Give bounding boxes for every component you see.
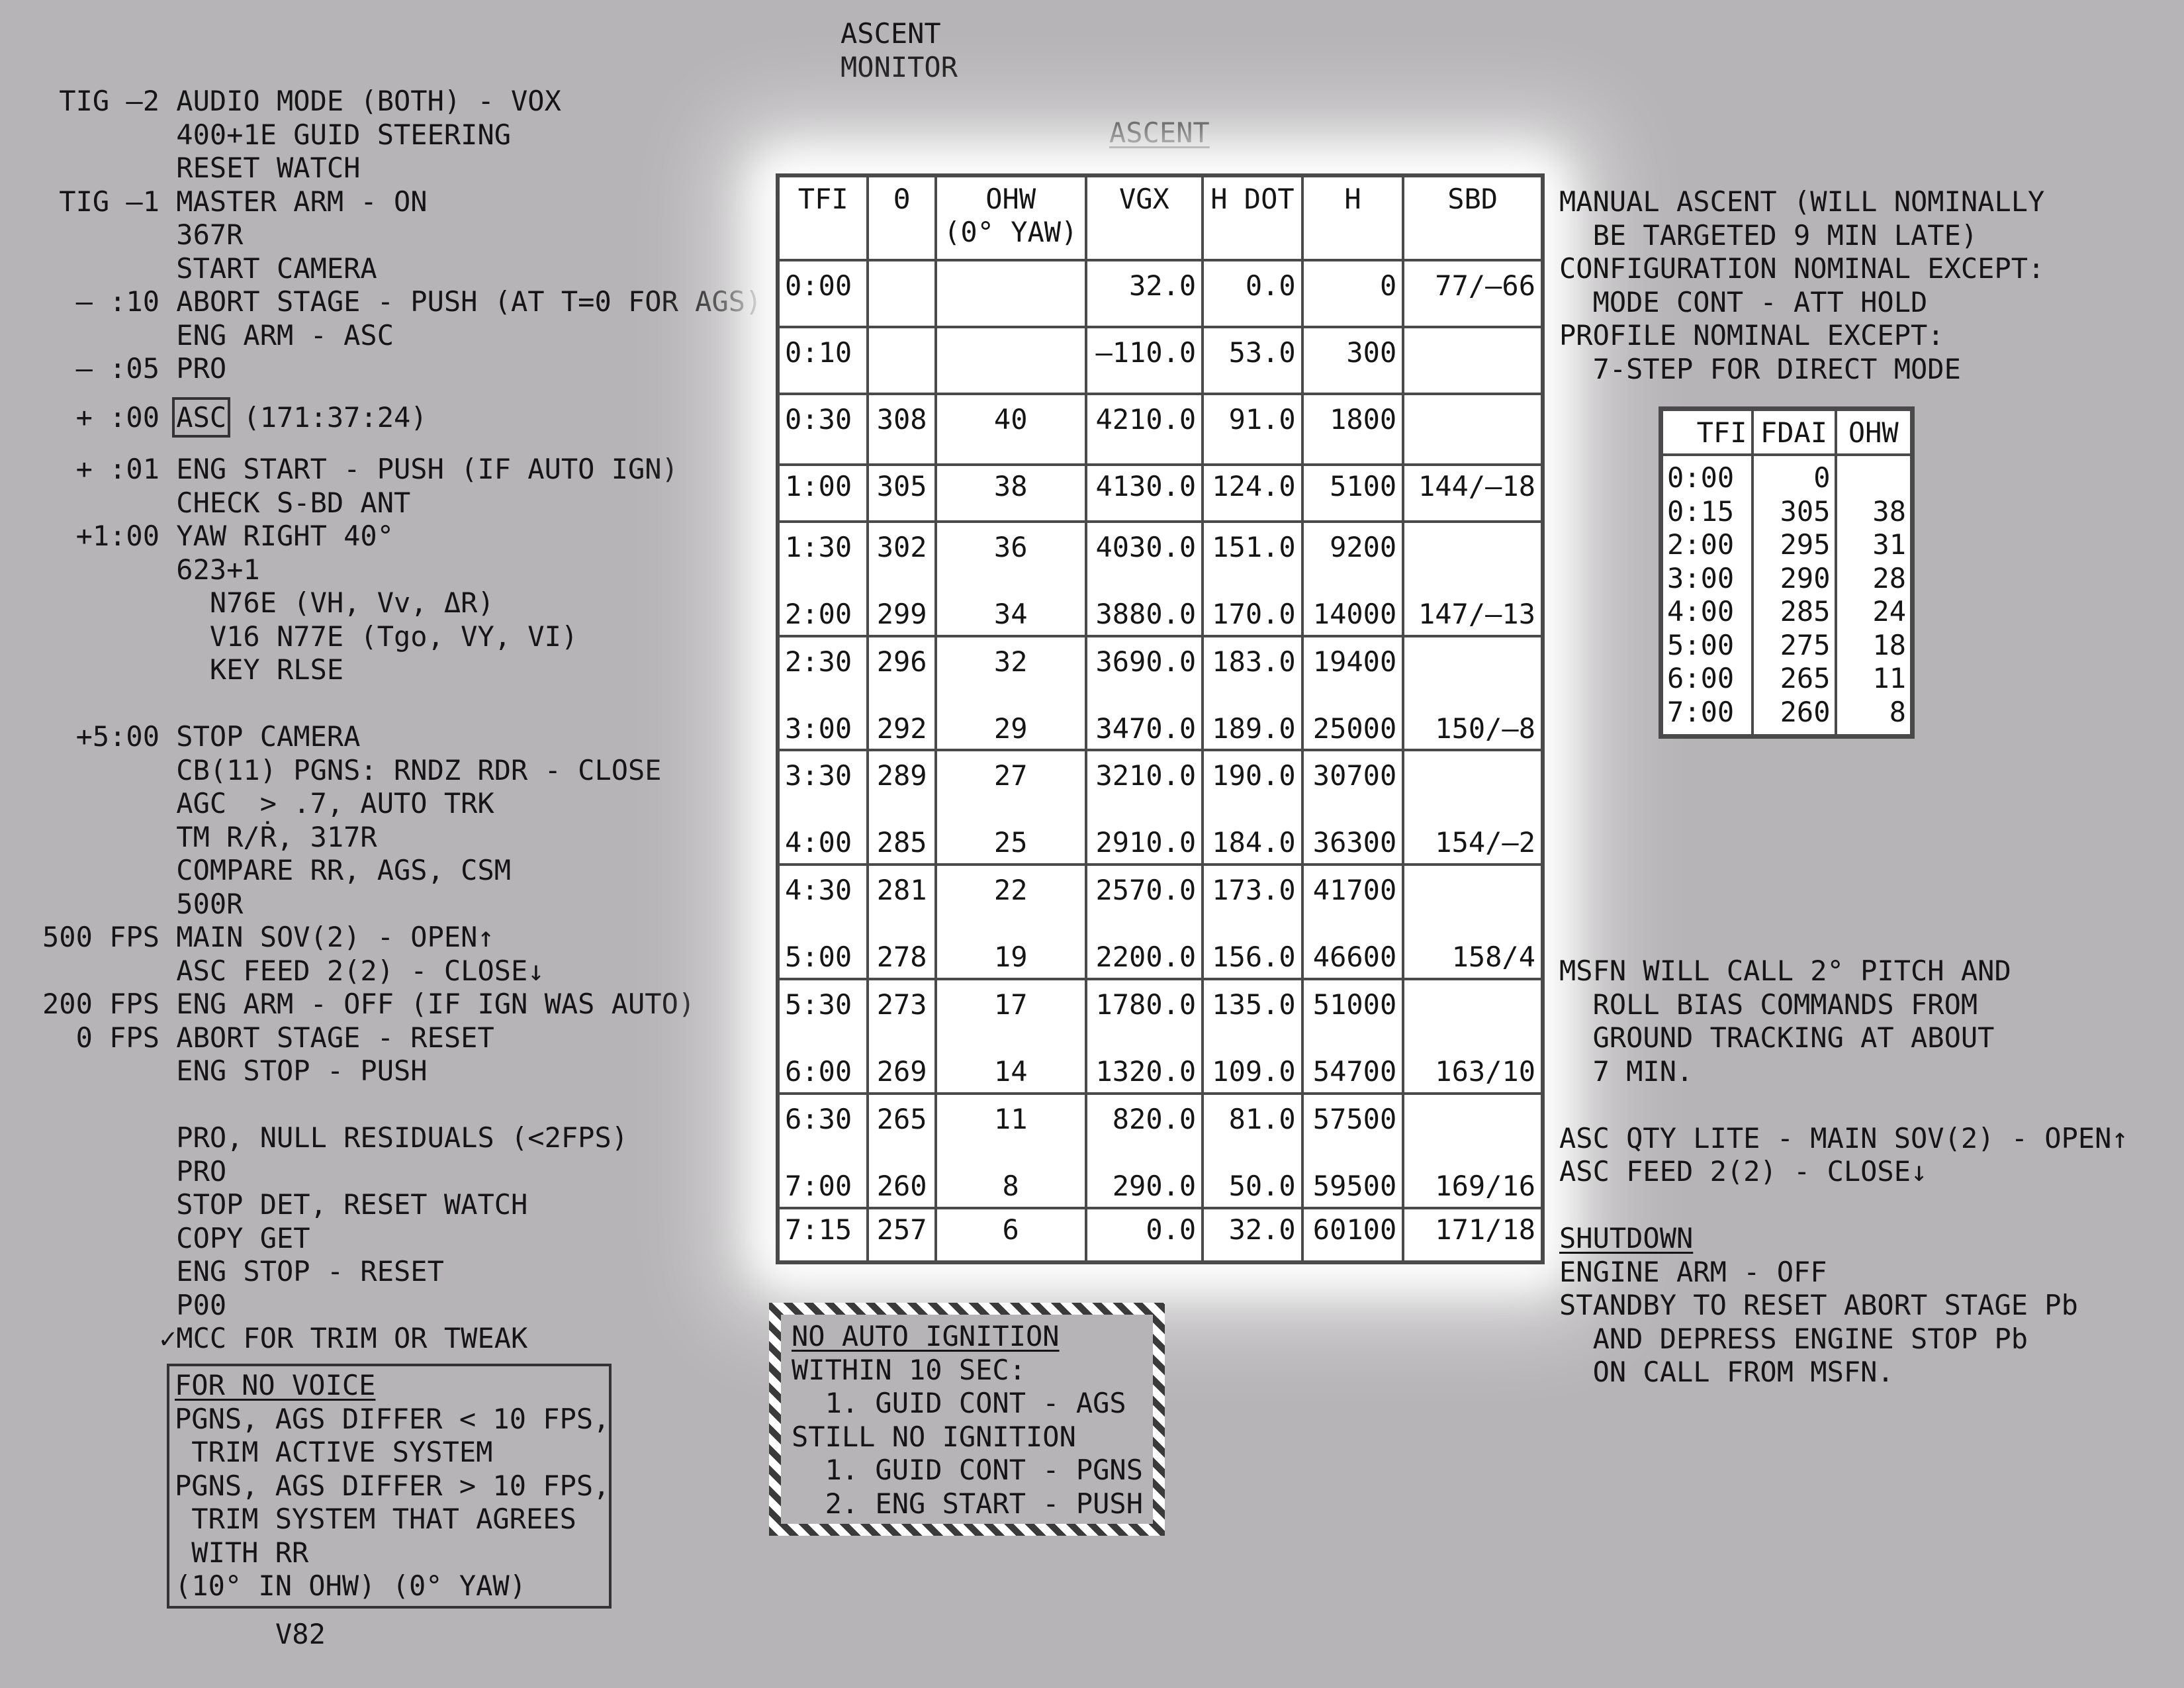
procedure-line: 400+1E GUID STEERING [42,118,512,151]
no-auto-ignition-line: 1. GUID CONT - AGS [792,1387,1126,1419]
shutdown-line: STANDBY TO RESET ABORT STAGE Pb [1559,1289,2078,1321]
cell-theta: 265 260 [868,1094,935,1208]
procedure-line: N76E (VH, Vv, ΔR) [42,586,494,619]
ascent-table-caption: ASCENT [1109,117,1210,149]
cell-h: 57500 59500 [1302,1094,1404,1208]
manual-ascent-line: MANUAL ASCENT (WILL NOMINALLY [1559,185,2045,218]
cell-h-dot: 124.0 [1203,465,1302,522]
asc-boxed-label: ASC [176,401,227,434]
cell-tfi: 1:30 2:00 [778,522,868,636]
manual-ascent-notes [1559,185,2044,386]
procedure-line: TIG –2 AUDIO MODE (BOTH) - VOX [42,85,561,117]
cell-theta: 305 [868,465,935,522]
table-row [778,327,1543,394]
cell-ohw: 6 [936,1208,1086,1262]
cell-sbd: 163/10 [1403,979,1543,1094]
manual-ascent-line: MODE CONT - ATT HOLD [1559,285,1928,318]
title-line1: ASCENT [841,17,941,50]
cell-h: 19400 25000 [1302,636,1404,751]
cell-theta: 302 299 [868,522,935,636]
cell-theta: 289 285 [868,750,935,865]
no-auto-ignition-line: STILL NO IGNITION [792,1420,1076,1453]
cell-sbd: 154/–2 [1403,750,1543,865]
cell-vgx: 4210.0 [1086,394,1203,465]
cell-h: 60100 [1302,1208,1404,1262]
shutdown-line: AND DEPRESS ENGINE STOP Pb [1559,1322,2028,1355]
manual-ascent-line: CONFIGURATION NOMINAL EXCEPT: [1559,252,2045,285]
cell-ohw: 40 [936,394,1086,465]
cell-ohw: 32 29 [936,636,1086,751]
fdai-header-fdai: FDAI [1752,409,1836,455]
procedure-line: START CAMERA [42,252,377,285]
procedure-line: COMPARE RR, AGS, CSM [42,854,512,886]
cell-ohw [936,260,1086,327]
cell-tfi: 5:30 6:00 [778,979,868,1094]
cell-sbd: 171/18 [1403,1208,1543,1262]
procedure-line: CB(11) PGNS: RNDZ RDR - CLOSE [42,753,662,786]
procedure-line: KEY RLSE [42,653,344,686]
cell-h: 30700 36300 [1302,750,1404,865]
procedure-line: TIG –1 MASTER ARM - ON [42,185,428,218]
procedure-line: ENG STOP - PUSH [42,1055,428,1087]
table-row [778,522,1543,636]
cell-tfi: 4:30 5:00 [778,865,868,979]
cell-ohw: 38 [936,465,1086,522]
procedure-line: RESET WATCH [42,152,361,184]
manual-ascent-line: 7-STEP FOR DIRECT MODE [1559,352,1961,385]
ascent-monitor-title [841,17,958,84]
procedure-line: 0 FPS ABORT STAGE - RESET [42,1021,494,1054]
cell-theta: 257 [868,1208,935,1262]
fdai-table-row [1661,455,1913,737]
no-auto-ignition-line: 2. ENG START - PUSH [792,1487,1144,1520]
procedure-line: PRO, NULL RESIDUALS (<2FPS) [42,1121,629,1154]
procedure-line: ENG ARM - ASC [42,318,394,352]
cell-sbd: 144/–18 [1403,465,1543,522]
procedure-line: +5:00 STOP CAMERA [42,720,361,753]
cell-tfi: 0:30 [778,394,868,465]
cell-tfi: 7:15 [778,1208,868,1262]
no-auto-ignition-lines [792,1354,1143,1520]
cell-tfi: 0:00 [778,260,868,327]
column-header-theta: Θ [868,175,935,260]
fdai-table-header [1661,409,1913,455]
procedure-line: ASC FEED 2(2) - CLOSE↓ [42,954,545,987]
cell-h-dot: 91.0 [1203,394,1302,465]
cell-h-dot: 183.0 189.0 [1203,636,1302,751]
table-row [778,979,1543,1094]
no-voice-line: TRIM SYSTEM THAT AGREES [175,1503,576,1535]
procedure-line: ✓MCC FOR TRIM OR TWEAK [42,1322,528,1354]
cell-h-dot: 173.0 156.0 [1203,865,1302,979]
no-voice-text [175,1369,610,1603]
cell-theta: 296 292 [868,636,935,751]
cell-ohw: 11 8 [936,1094,1086,1208]
cell-h: 41700 46600 [1302,865,1404,979]
cell-tfi: 1:00 [778,465,868,522]
table-row [778,465,1543,522]
ascent-table-header [778,175,1543,260]
cell-h-dot: 135.0 109.0 [1203,979,1302,1094]
cell-ohw: 36 34 [936,522,1086,636]
cell-vgx: 4030.0 3880.0 [1086,522,1203,636]
no-auto-ignition-line: WITHIN 10 SEC: [792,1353,1026,1386]
cell-h: 5100 [1302,465,1404,522]
cell-h-dot: 190.0 184.0 [1203,750,1302,865]
cell-sbd: 169/16 [1403,1094,1543,1208]
cell-h: 300 [1302,327,1404,394]
fdai-ohw-column: 38 31 28 24 18 11 8 [1836,455,1913,737]
table-row [778,1094,1543,1208]
procedure-line: V16 N77E (Tgo, VY, VI) [42,620,578,653]
cell-sbd: 150/–8 [1403,636,1543,751]
fdai-header-ohw: OHW [1836,409,1913,455]
no-voice-line: PGNS, AGS DIFFER < 10 FPS, [175,1402,610,1435]
procedure-line: + :01 ENG START - PUSH (IF AUTO IGN) [42,453,678,485]
cell-h-dot: 151.0 170.0 [1203,522,1302,636]
procedure-line: PRO [42,1154,227,1188]
cell-sbd: 158/4 [1403,865,1543,979]
procedure-line: CHECK S-BD ANT [42,486,411,519]
cell-vgx: 0.0 [1086,1208,1203,1262]
cell-h: 1800 [1302,394,1404,465]
cell-ohw: 22 19 [936,865,1086,979]
procedure-line: COPY GET [42,1221,310,1254]
column-header-h: H [1302,175,1404,260]
cell-ohw: 17 14 [936,979,1086,1094]
cell-tfi: 2:30 3:00 [778,636,868,751]
cell-h: 51000 54700 [1302,979,1404,1094]
procedure-line: – :10 ABORT STAGE - PUSH (AT T=0 FOR AGS) [42,285,762,318]
cell-h-dot: 32.0 [1203,1208,1302,1262]
no-auto-ignition-line: 1. GUID CONT - PGNS [792,1454,1144,1486]
cell-ohw [936,327,1086,394]
procedure-line: 367R [42,218,244,251]
cell-h-dot: 81.0 50.0 [1203,1094,1302,1208]
cell-theta [868,327,935,394]
no-auto-ignition-title: NO AUTO IGNITION [792,1320,1060,1352]
table-row [778,750,1543,865]
t00-time: (171:37:24) [226,401,428,434]
cell-vgx: 3210.0 2910.0 [1086,750,1203,865]
fdai-tfi-column: 0:00 0:15 2:00 3:00 4:00 5:00 6:00 7:00 [1661,455,1752,737]
cell-sbd: 147/–13 [1403,522,1543,636]
procedure-line: STOP DET, RESET WATCH [42,1188,528,1221]
no-voice-line: (10° IN OHW) (0° YAW) [175,1570,527,1602]
shutdown-notes [1559,1222,2078,1389]
procedure-line: 500R [42,887,244,920]
procedure-t00-line [42,401,428,435]
fdai-table [1659,406,1915,739]
cell-vgx: 3690.0 3470.0 [1086,636,1203,751]
procedure-line: – :05 PRO [42,352,227,385]
cell-h-dot: 0.0 [1203,260,1302,327]
shutdown-line: ON CALL FROM MSFN. [1559,1356,1894,1388]
cell-tfi: 0:10 [778,327,868,394]
table-row [778,260,1543,327]
cell-theta [868,260,935,327]
table-row [778,394,1543,465]
shutdown-line: ENGINE ARM - OFF [1559,1255,1827,1288]
cell-h: 0 [1302,260,1404,327]
cell-tfi: 6:30 7:00 [778,1094,868,1208]
no-voice-line: WITH RR [175,1536,309,1569]
fdai-header-tfi: TFI [1661,409,1752,455]
column-header-ohw: OHW (0° YAW) [936,175,1086,260]
manual-ascent-line: PROFILE NOMINAL EXCEPT: [1559,319,1944,352]
shutdown-title: SHUTDOWN [1559,1222,1694,1254]
cell-vgx: 32.0 [1086,260,1203,327]
manual-ascent-line: BE TARGETED 9 MIN LATE) [1559,218,1978,252]
cell-theta: 281 278 [868,865,935,979]
cell-vgx: 820.0 290.0 [1086,1094,1203,1208]
msfn-line: 7 MIN. [1559,1055,1694,1088]
procedure-line: P00 [42,1288,227,1321]
msfn-line: GROUND TRACKING AT ABOUT [1559,1021,1995,1054]
title-line2: MONITOR [841,50,958,83]
t00-prefix: + :00 [42,401,177,434]
cell-h-dot: 53.0 [1203,327,1302,394]
procedure-line: TM R/Ṙ, 317R [42,820,377,853]
cell-vgx: 1780.0 1320.0 [1086,979,1203,1094]
cell-sbd: 77/–66 [1403,260,1543,327]
column-header-vgx: VGX [1086,175,1203,260]
cell-theta: 273 269 [868,979,935,1094]
v82-label: V82 [275,1618,326,1650]
cell-vgx: –110.0 [1086,327,1203,394]
msfn-notes [1559,955,2128,1189]
column-header-h-dot: H DOT [1203,175,1302,260]
msfn-line: MSFN WILL CALL 2° PITCH AND [1559,955,2011,987]
ascent-table [776,173,1545,1264]
cell-theta: 308 [868,394,935,465]
no-voice-title: FOR NO VOICE [175,1369,376,1401]
table-row [778,1208,1543,1262]
no-voice-line: TRIM ACTIVE SYSTEM [175,1436,493,1468]
msfn-line: ROLL BIAS COMMANDS FROM [1559,988,1978,1021]
procedure-line: +1:00 YAW RIGHT 40° [42,520,394,552]
cell-ohw: 27 25 [936,750,1086,865]
procedure-line: 200 FPS ENG ARM - OFF (IF IGN WAS AUTO) [42,988,696,1020]
msfn-line: ASC QTY LITE - MAIN SOV(2) - OPEN↑ [1559,1121,2128,1154]
fdai-fdai-column: 0 305 295 290 285 275 265 260 [1752,455,1836,737]
column-header-tfi: TFI [778,175,868,260]
procedure-line: ENG STOP - RESET [42,1255,444,1288]
procedure-block-1 [42,85,762,386]
cell-sbd [1403,394,1543,465]
cell-tfi: 3:30 4:00 [778,750,868,865]
msfn-line: ASC FEED 2(2) - CLOSE↓ [1559,1155,1928,1188]
column-header-sbd: SBD [1403,175,1543,260]
procedure-line: 623+1 [42,553,260,586]
no-voice-lines [175,1403,610,1603]
procedure-line: AGC > .7, AUTO TRK [42,787,494,820]
cell-vgx: 4130.0 [1086,465,1203,522]
table-row [778,636,1543,751]
shutdown-lines [1559,1256,2078,1389]
cell-sbd [1403,327,1543,394]
procedure-block-2 [42,453,695,1356]
cell-h: 9200 14000 [1302,522,1404,636]
cell-vgx: 2570.0 2200.0 [1086,865,1203,979]
no-voice-line: PGNS, AGS DIFFER > 10 FPS, [175,1469,610,1502]
procedure-line: 500 FPS MAIN SOV(2) - OPEN↑ [42,921,494,953]
table-row [778,865,1543,979]
no-auto-ignition-text [792,1320,1143,1521]
